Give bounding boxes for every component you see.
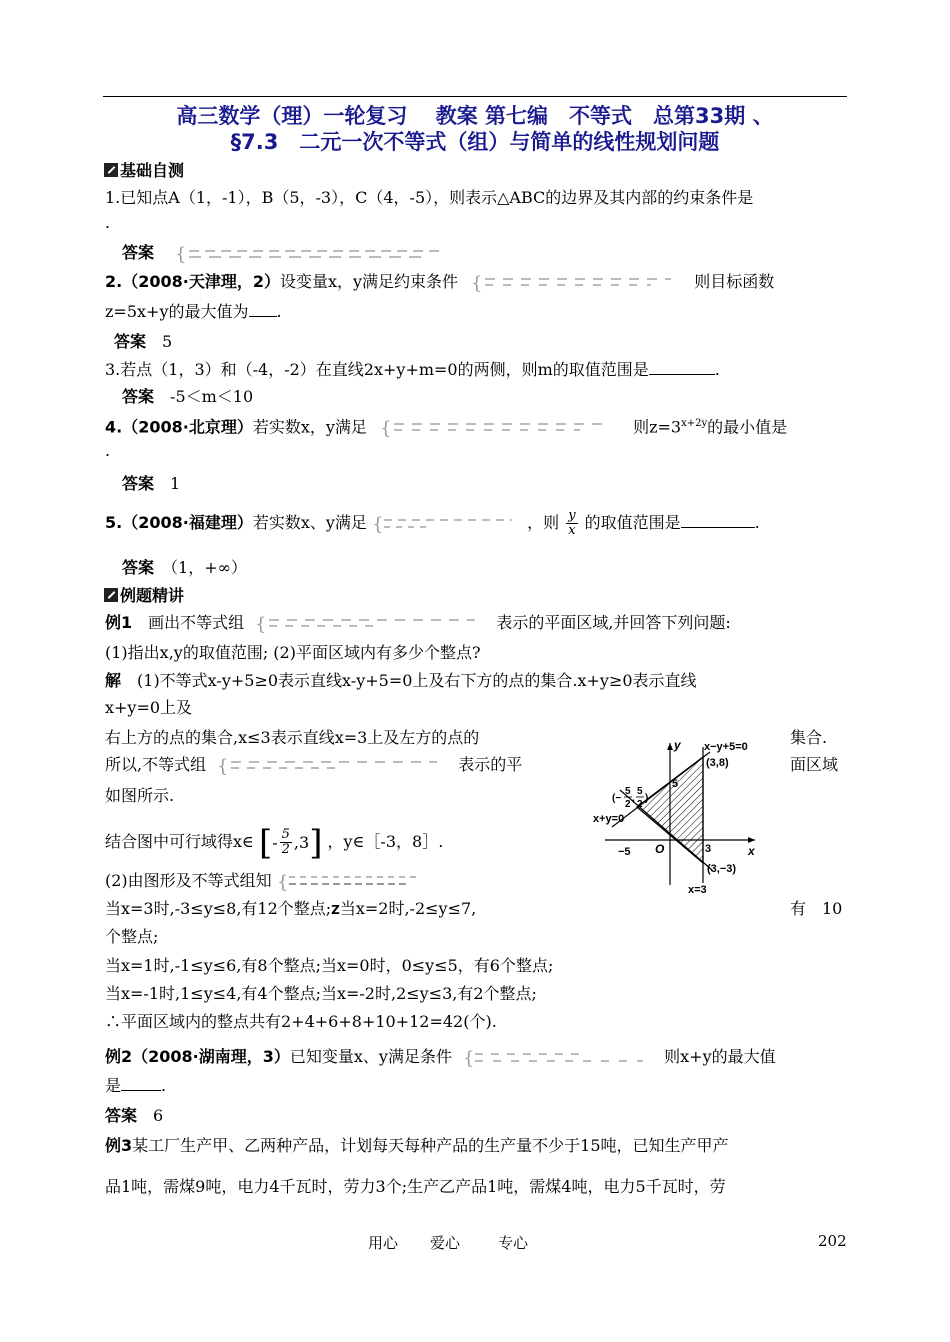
q2-answer: 答案 5 xyxy=(114,332,173,351)
line3-label: x=3 xyxy=(688,884,707,895)
section-basic: 基础自测 xyxy=(104,158,184,181)
svg-text:5: 5 xyxy=(625,786,631,797)
q1-dot: . xyxy=(105,213,111,232)
svg-text:(−: (− xyxy=(612,793,622,804)
point-3-m3-label: (3,−3) xyxy=(707,863,737,875)
ex1-faint-system-2 xyxy=(217,755,447,777)
footer-text-3: 专心 xyxy=(498,1234,529,1252)
svg-text:{: { xyxy=(217,755,229,777)
tick-5-label: 5 xyxy=(672,778,679,790)
ex1-line2: (1)指出x,y的取值范围; (2)平面区域内有多少个整点? xyxy=(105,643,481,662)
svg-text:,: , xyxy=(632,793,635,804)
ex1-sol8-end: 有 10 xyxy=(790,899,843,918)
q2-line2: z=5x+y的最大值为 . xyxy=(105,302,282,321)
svg-text:{: { xyxy=(175,243,187,265)
ex2-faint-constraints xyxy=(463,1047,653,1069)
ex2-line2: 是 . xyxy=(105,1076,167,1095)
pencil-icon xyxy=(104,588,118,602)
ex1-sol9: 个整点; xyxy=(105,927,159,946)
interval-bracket: [ - $\frac{5}{2}$ ,3 ] xyxy=(258,822,323,863)
header-rule xyxy=(103,96,847,97)
q5-fraction: $\frac{y}{x}$ xyxy=(568,508,576,538)
q1-answer: 答案 { xyxy=(122,242,455,265)
ex1-sol12: ∴平面区域内的整点共有2+4+6+8+10+12=42(个). xyxy=(105,1012,497,1031)
svg-text:5: 5 xyxy=(637,786,643,797)
svg-text:2: 2 xyxy=(637,799,643,810)
ex2-line1: 例2（2008·湖南理，3）已知变量x、y满足条件 { 则x+y的最大值 xyxy=(105,1047,776,1069)
ex1-faint-system-3 xyxy=(277,871,427,893)
ex2-blank xyxy=(121,1090,161,1091)
q5-blank xyxy=(681,527,755,528)
page-number: 202 xyxy=(818,1232,847,1250)
title-line-2: §7.3 二元一次不等式（组）与简单的线性规划问题 xyxy=(230,130,720,154)
q2-blank xyxy=(249,316,277,317)
q4-faint-constraints xyxy=(380,417,620,439)
section-examples: 例题精讲 xyxy=(104,583,184,606)
svg-text:{: { xyxy=(372,513,384,535)
svg-text:{: { xyxy=(276,871,289,893)
ex2-answer: 答案 6 xyxy=(105,1106,164,1125)
q5-answer: 答案 （1，+∞） xyxy=(122,558,247,577)
ex1-sol4: 所以,不等式组 { 表示的平 xyxy=(105,755,523,777)
ex1-sol6: 结合图中可行域得x∈ [ - $\frac{5}{2}$ ,3 ] ，y∈［-3，8］. xyxy=(105,822,444,863)
ex1-sol7: (2)由图形及不等式组知 { xyxy=(105,870,427,893)
ex1-sol11: 当x=-1时,1≤y≤4,有4个整点;当x=-2时,2≤y≤3,有2个整点; xyxy=(105,984,537,1003)
footer-text-2: 爱心 xyxy=(430,1234,461,1252)
ex1-line1: 例1 画出不等式组 { 表示的平面区域,并回答下列问题: xyxy=(105,613,731,635)
line2-label: x+y=0 xyxy=(593,813,625,825)
q5-line: 5.（2008·福建理）若实数x、y满足 { ，则 $\frac{y}{x}$ 的取值范围是 . xyxy=(105,508,760,538)
q3-answer: 答案 -5＜m＜10 xyxy=(122,387,254,406)
svg-text:): ) xyxy=(645,793,649,804)
svg-text:2: 2 xyxy=(625,799,631,810)
pencil-icon xyxy=(104,163,118,177)
line1-label: x−y+5=0 xyxy=(704,741,748,753)
footer-text-1: 用心 xyxy=(368,1234,399,1252)
q4-line1: 4.（2008·北京理）若实数x，y满足 { 则$z=3^{x+2y}$的最小值是 xyxy=(105,417,788,439)
point-3-8-label: (3,8) xyxy=(706,757,729,769)
q4-answer: 答案 1 xyxy=(122,474,181,493)
q2-faint-constraints xyxy=(471,272,681,294)
ex1-sol3-end: 集合. xyxy=(790,728,828,747)
ex1-sol3: 右上方的点的集合,x≤3表示直线x=3上及左方的点的 xyxy=(105,728,480,747)
ex1-sol4-end: 面区域 xyxy=(790,755,839,774)
q3-blank xyxy=(649,374,715,375)
ex1-sol2: x+y=0上及 xyxy=(105,698,193,717)
ex3-line1: 例3某工厂生产甲、乙两种产品，计划每天每种产品的生产量不少于15吨，已知生产甲产 xyxy=(105,1136,729,1155)
svg-text:{: { xyxy=(380,417,392,439)
feasible-region-graph xyxy=(590,735,770,895)
svg-text:{: { xyxy=(463,1047,475,1069)
y-axis-arrow-icon xyxy=(667,743,673,750)
y-axis-label: y xyxy=(674,738,681,752)
x-axis-label: x xyxy=(748,844,755,858)
q4-dot: . xyxy=(105,441,111,460)
q1-answer-faint-formula xyxy=(175,243,455,265)
ex1-sol10: 当x=1时,-1≤y≤6,有8个整点;当x=0时，0≤y≤5，有6个整点; xyxy=(105,956,554,975)
q5-faint-constraints xyxy=(372,513,522,535)
svg-text:{: { xyxy=(471,272,483,294)
q2-line1: 2.（2008·天津理，2）设变量x，y满足约束条件 { 则目标函数 xyxy=(105,272,775,294)
x-axis-arrow-icon xyxy=(748,837,755,843)
title-line-1: 高三数学（理）一轮复习 教案 第七编 不等式 总第33期 、 xyxy=(176,104,774,128)
tick-minus5-label: −5 xyxy=(618,846,631,858)
ex3-line2: 品1吨，需煤9吨，电力4千瓦时，劳力3个;生产乙产品1吨，需煤4吨，电力5千瓦时，劳 xyxy=(105,1177,726,1196)
origin-label: O xyxy=(655,842,665,856)
q1-text: 1.已知点A（1，-1），B（5，-3），C（4，-5），则表示△ABC的边界及其内部的约束条件是 xyxy=(105,188,754,207)
ex1-faint-system xyxy=(255,613,485,635)
svg-text:{: { xyxy=(255,613,267,635)
ex1-sol5: 如图所示. xyxy=(105,786,175,805)
ex1-sol8: 当x=3时,-3≤y≤8,有12个整点;Z当x=2时,-2≤y≤7, xyxy=(105,899,477,918)
q3-line: 3.若点（1，3）和（-4，-2）在直线2x+y+m=0的两侧，则m的取值范围是 . xyxy=(105,360,720,379)
tick-3-label: 3 xyxy=(705,843,712,855)
ex1-sol1: 解 (1)不等式x-y+5≥0表示直线x-y+5=0上及右下方的点的集合.x+y≥0表示直线 xyxy=(105,671,697,690)
